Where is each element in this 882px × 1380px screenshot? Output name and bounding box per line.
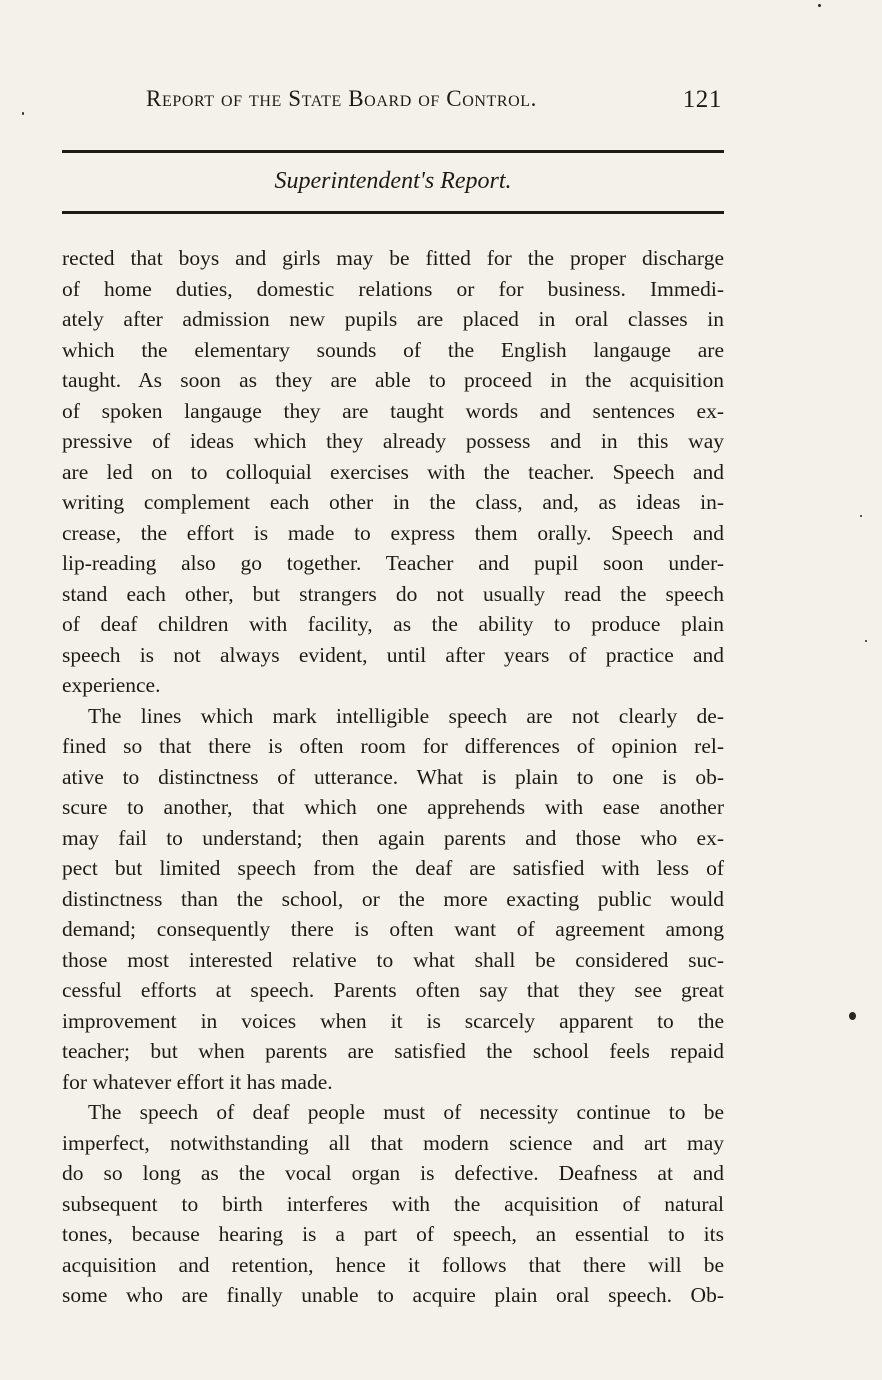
text-line: of spoken langauge they are taught words and sentences ex- bbox=[62, 398, 724, 423]
text-line: pect but limited speech from the deaf are satisfied with less of bbox=[62, 856, 724, 880]
text-line: rected that boys and girls may be fitted for the proper discharge bbox=[62, 246, 724, 270]
text-line: experience. bbox=[62, 673, 161, 697]
text-line: ative to distinctness of utterance. What is plain to one is ob- bbox=[62, 764, 724, 789]
text-line: scure to another, that which one apprehends with ease another bbox=[62, 795, 724, 819]
text-line: those most interested relative to what shall be considered suc- bbox=[62, 947, 724, 972]
text-line: writing complement each other in the class, and, as ideas in- bbox=[62, 490, 724, 514]
text-line: do so long as the vocal organ is defective. Deafness at and bbox=[62, 1161, 724, 1185]
text-line: fined so that there is often room for differences of opinion rel- bbox=[62, 734, 724, 758]
text-line: cessful efforts at speech. Parents often say that they see great bbox=[62, 978, 724, 1002]
text-line: The lines which mark intelligible speech are not clearly de- bbox=[88, 703, 724, 728]
scan-speck bbox=[860, 515, 862, 517]
text-line: stand each other, but strangers do not usually read the speech bbox=[62, 581, 724, 606]
text-line: some who are finally unable to acquire plain oral speech. Ob- bbox=[62, 1283, 724, 1307]
text-line: crease, the effort is made to express them orally. Speech and bbox=[62, 520, 724, 545]
text-line: of deaf children with facility, as the ability to produce plain bbox=[62, 612, 724, 636]
text-line: pressive of ideas which they already possess and in this way bbox=[62, 429, 724, 453]
scan-speck bbox=[849, 1012, 856, 1020]
text-line: The speech of deaf people must of necessity continue to be bbox=[88, 1100, 724, 1124]
text-line: taught. As soon as they are able to proceed in the acquisition bbox=[62, 368, 724, 392]
scan-speck bbox=[865, 640, 867, 642]
header-rule-top bbox=[62, 150, 724, 153]
body-text bbox=[62, 243, 724, 1311]
text-line: are led on to colloquial exercises with the teacher. Speech and bbox=[62, 459, 724, 484]
text-line: imperfect, notwithstanding all that modern science and art may bbox=[62, 1130, 724, 1155]
text-line: may fail to understand; then again parents and those who ex- bbox=[62, 825, 724, 850]
text-line: tones, because hearing is a part of speech, an essential to its bbox=[62, 1222, 724, 1246]
text-line: subsequent to birth interferes with the acquisition of natural bbox=[62, 1191, 724, 1216]
text-line: distinctness than the school, or the more exacting public would bbox=[62, 886, 724, 911]
page-number: 121 bbox=[682, 86, 722, 113]
text-line: of home duties, domestic relations or for business. Immedi- bbox=[62, 276, 724, 301]
running-title: Report of the State Board of Control. bbox=[146, 86, 538, 111]
text-line: ately after admission new pupils are placed in oral classes in bbox=[62, 307, 724, 331]
text-line: improvement in voices when it is scarcely apparent to the bbox=[62, 1008, 724, 1033]
text-line: demand; consequently there is often want of agreement among bbox=[62, 917, 724, 941]
scan-speck bbox=[22, 112, 24, 115]
text-line: teacher; but when parents are satisfied the school feels repaid bbox=[62, 1039, 724, 1063]
text-line: acquisition and retention, hence it follows that there will be bbox=[62, 1252, 724, 1277]
header-rule-bottom bbox=[62, 211, 724, 214]
section-subheading: Superintendent's Report. bbox=[274, 168, 512, 194]
text-line: speech is not always evident, until after years of practice and bbox=[62, 642, 724, 667]
text-line: lip-reading also go together. Teacher and pupil soon under- bbox=[62, 551, 724, 575]
scan-speck bbox=[818, 4, 821, 7]
text-line: which the elementary sounds of the English langauge are bbox=[62, 337, 724, 362]
text-line: for whatever effort it has made. bbox=[62, 1069, 333, 1094]
running-head bbox=[62, 86, 724, 122]
